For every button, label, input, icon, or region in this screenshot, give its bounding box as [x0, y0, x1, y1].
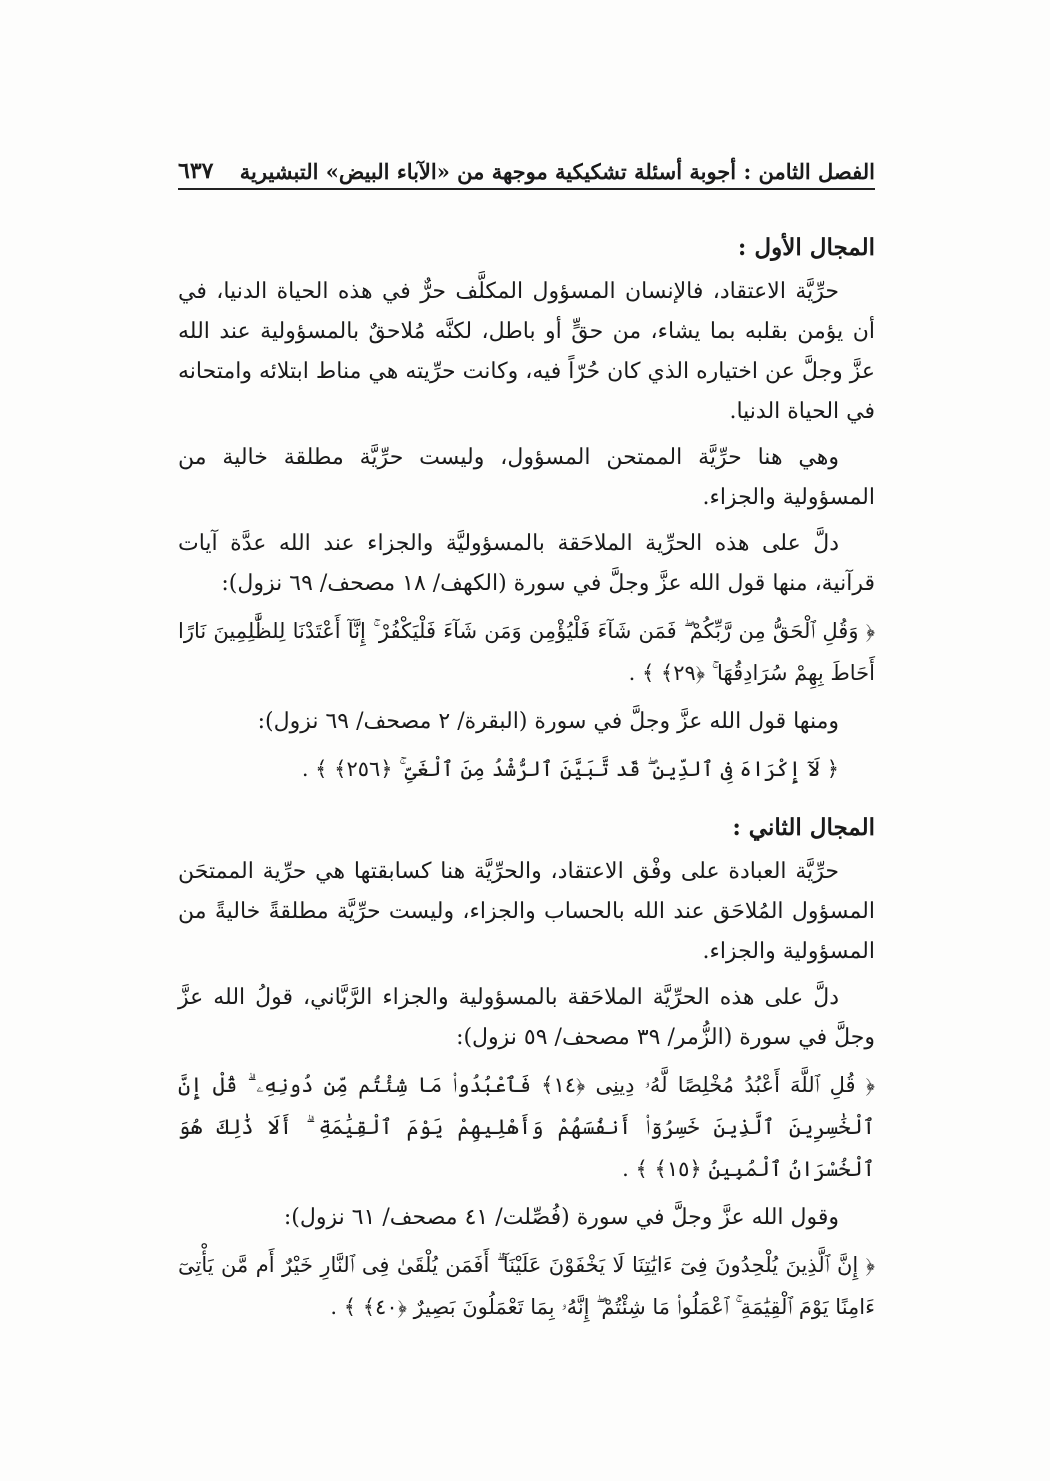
page-number: ٦٣٧	[178, 158, 214, 184]
quran-verse: ﴿ لَآ إِكْرَاهَ فِى ٱلدِّينِ ۖ قَد تَّبَيَّنَ ٱلرُّشْدُ مِنَ ٱلْغَىِّ ۚ ﴿٢٥٦﴾ ﴾ .	[301, 757, 839, 781]
quran-verse: ﴿ وَقُلِ ٱلْحَقُّ مِن رَّبِّكُمْ ۖ فَمَن شَآءَ فَلْيُؤْمِن وَمَن شَآءَ فَلْيَكْفُرْ ۚ إِنَّآ أَعْتَدْنَا لِلظَّٰلِمِينَ نَارًا أَحَاطَ بِهِمْ سُرَادِقُهَا ۚ ﴿٢٩﴾ ﴾ .	[178, 619, 875, 685]
section-heading-second: المجال الثاني :	[732, 814, 875, 841]
spacer	[178, 798, 875, 808]
paragraph: دلَّ على هذه الحرِّية الملاحَقة بالمسؤوليَّة والجزاء عند الله عدَّة آيات قرآنية، منها قول الله عزَّ وجلَّ في سورة (الكهف/ ١٨ مصحف/ ٦٩ نزول):	[178, 531, 875, 596]
paragraph: حرِّيَّة العبادة على وفْق الاعتقاد، والحرِّيَّة هنا كسابقتها هي حرِّية الممتحَن المسؤول المُلاحَق عند الله بالحساب والجزاء، وليست حرِّيَّة مطلقةً خاليةً من المسؤولية والجزاء.	[178, 859, 875, 964]
paragraph: حرِّيَّة الاعتقاد، فالإنسان المسؤول المكلَّف حرٌّ في هذه الحياة الدنيا، في أن يؤمن بقلبه بما يشاء، من حقٍّ أو باطل، لكنَّه مُلاحقٌ بالمسؤولية عند الله عزَّ وجلَّ عن اختياره الذي كان حُرّاً فيه، وكانت حرِّيته هي مناط ابتلائه وامتحانه في الحياة الدنيا.	[178, 279, 875, 424]
page-content	[178, 228, 875, 1336]
paragraph: وهي هنا حرِّيَّة الممتحن المسؤول، وليست حرِّيَّة مطلقة خالية من المسؤولية والجزاء.	[178, 445, 875, 510]
paragraph: دلَّ على هذه الحرِّيَّة الملاحَقة بالمسؤولية والجزاء الرَّبَّاني، قولُ الله عزَّ وجلَّ في سورة (الزُّمر/ ٣٩ مصحف/ ٥٩ نزول):	[178, 985, 875, 1050]
paragraph: ومنها قول الله عزَّ وجلَّ في سورة (البقرة/ ٢ مصحف/ ٦٩ نزول):	[257, 709, 839, 734]
section-heading-first: المجال الأول :	[737, 234, 875, 261]
quran-verse: ﴿ قُلِ ٱللَّهَ أَعْبُدُ مُخْلِصًا لَّهُۥ دِينِى ﴿١٤﴾ فَٱعْبُدُوا۟ مَا شِئْتُم مِّن دُونِهِۦ ۗ قُلْ إِنَّ ٱلْخَٰسِرِينَ ٱلَّذِينَ خَسِرُوٓا۟ أَنفُسَهُمْ وَأَهْلِيهِمْ يَوْمَ ٱلْقِيَٰمَةِ ۗ أَلَا ذَٰلِكَ هُوَ ٱلْخُسْرَانُ ٱلْمُبِينُ ﴿١٥﴾ ﴾ .	[178, 1073, 875, 1181]
page-header	[178, 150, 875, 190]
chapter-title: الفصل الثامن : أجوبة أسئلة تشكيكية موجهة من «الآباء البيض» التبشيرية	[239, 159, 875, 184]
quran-verse: ﴿ إِنَّ ٱلَّذِينَ يُلْحِدُونَ فِىٓ ءَايَٰتِنَا لَا يَخْفَوْنَ عَلَيْنَآ ۗ أَفَمَن يُلْقَىٰ فِى ٱلنَّارِ خَيْرٌ أَم مَّن يَأْتِىٓ ءَامِنًا يَوْمَ ٱلْقِيَٰمَةِ ۚ ٱعْمَلُوا۟ مَا شِئْتُمْ ۖ إِنَّهُۥ بِمَا تَعْمَلُونَ بَصِيرٌ ﴿٤٠﴾ ﴾ .	[178, 1253, 875, 1319]
paragraph: وقول الله عزَّ وجلَّ في سورة (فُصِّلت/ ٤١ مصحف/ ٦١ نزول):	[283, 1205, 839, 1230]
